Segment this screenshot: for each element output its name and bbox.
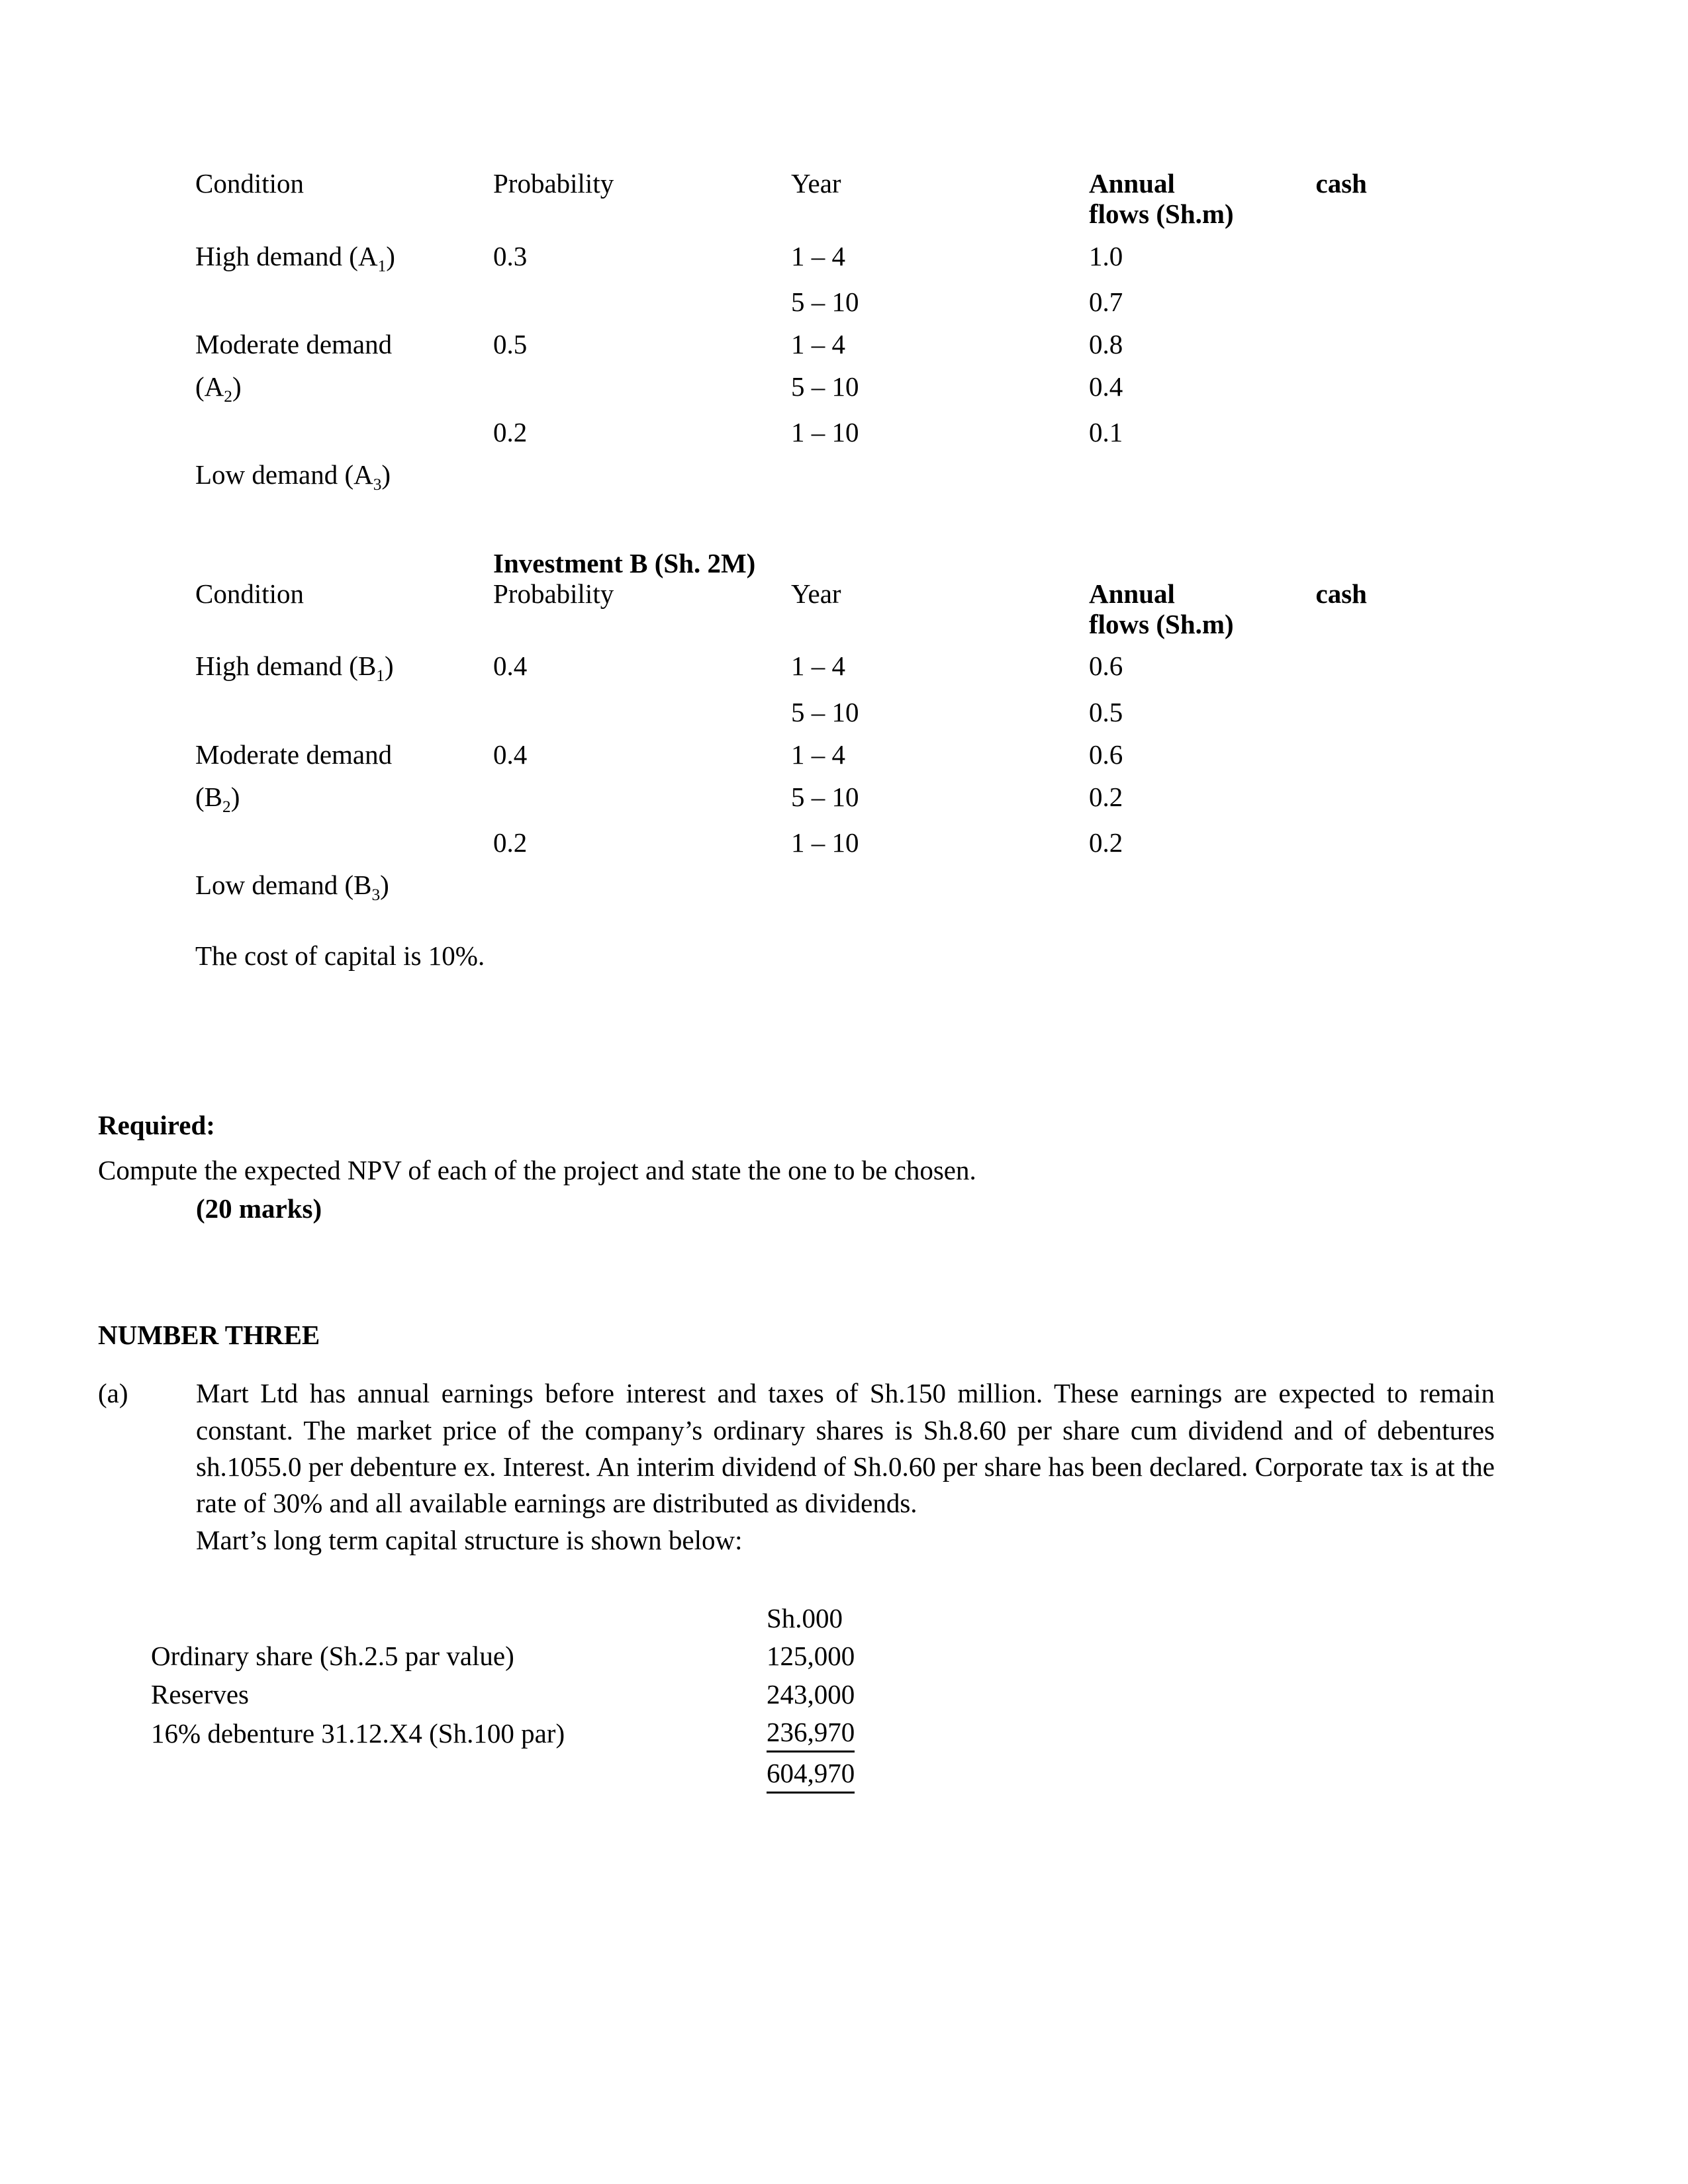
cell-year: 5 – 10 [791,696,859,727]
cap-row-label: 16% debenture 31.12.X4 (Sh.100 par) [151,1718,565,1749]
table-row [151,1676,985,1713]
cap-header-unit: Sh.000 [767,1603,843,1634]
condition-text: High demand (B [195,651,377,682]
cap-total-underlined: 604,970 [767,1756,855,1794]
header-cash-unit: flows (Sh.m) [1089,608,1234,639]
header-condition: Condition [195,168,305,199]
marks-label: (20 marks) [196,1193,322,1224]
cell-probability [493,372,791,418]
cap-total-label [151,1754,767,1796]
cell-year: 5 – 10 [791,371,859,402]
condition-suffix: ) [381,459,391,490]
cell-condition [195,698,493,740]
condition-subscript: 2 [222,797,231,816]
condition-subscript: 3 [373,475,382,494]
header-annual-cash-flows [1089,169,1493,242]
required-text: Compute the expected NPV of each of the project and state the one to be chosen. [98,1155,976,1185]
cell-year: 1 – 4 [791,240,845,271]
cell-cash [1089,460,1493,506]
cell-probability [493,870,791,916]
part-a-body [196,1375,1495,1559]
condition-subscript: 1 [377,256,387,275]
cap-total-value [767,1754,985,1796]
cell-year: 1 – 4 [791,739,845,770]
cell-cash: 0.5 [1089,696,1123,727]
table-row [195,870,1493,916]
cell-year [791,870,1089,916]
table-total-row [151,1754,985,1796]
investment-b-title: Investment B (Sh. 2M) [493,547,756,578]
cell-probability: 0.5 [493,329,528,360]
cell-year: 5 – 10 [791,287,859,318]
spacer [98,1222,1495,1322]
spacer [195,506,1493,547]
cell-condition [195,242,493,287]
table-row [195,287,1493,330]
header-probability: Probability [493,168,614,199]
cell-probability [493,287,791,330]
spacer [195,916,1493,942]
condition-suffix: ) [386,240,395,271]
cell-cash: 1.0 [1089,240,1123,271]
cell-probability [493,782,791,828]
cell-cash: 0.4 [1089,371,1123,402]
table-row [151,1713,985,1754]
cell-cash: 0.6 [1089,739,1123,770]
capital-structure-table [151,1600,985,1796]
cell-condition [195,418,493,460]
condition-suffix: ) [380,869,389,900]
table-header-row [195,579,1493,652]
spacer [98,1139,1495,1152]
cap-header-blank [151,1600,767,1637]
cell-probability [493,460,791,506]
cell-year: 1 – 4 [791,651,845,682]
cap-row-value-underlined: 236,970 [767,1715,855,1752]
table-row [195,782,1493,828]
document-content [195,169,1493,970]
part-a-label: (a) [98,1378,128,1409]
table-header-row [195,169,1493,242]
table-row [195,242,1493,287]
part-a-text: Mart Ltd has annual earnings before interest and taxes of Sh.150 million. These earnings are expected to remain constant. The market price of the company’s ordinary shares is Sh.8.60 per share cum dividend and of debentures sh.1055.0 per debenture ex. Interest. An interim dividend of Sh.0.60 per share has been declared. Corporate tax is at the rate of 30% and all available earnings are distributed as dividends. [196,1378,1495,1519]
capital-structure-intro: Mart’s long term capital structure is shown below: [196,1524,743,1555]
condition-text: Low demand (B [195,869,372,900]
table-header-row [151,1600,985,1637]
investment-a-table [195,169,1493,506]
required-label: Required: [98,1110,215,1140]
header-probability: Probability [493,578,614,609]
cell-cash: 0.1 [1089,417,1123,448]
cell-condition [195,460,493,506]
table-row [195,698,1493,740]
table-row [195,330,1493,372]
lower-body [98,1112,1495,1796]
header-annual: Annual [1089,578,1175,609]
cell-cash: 0.2 [1089,781,1123,812]
cap-row-value [767,1713,985,1754]
cell-year: 1 – 10 [791,417,859,448]
cell-cash: 0.6 [1089,651,1123,682]
condition-suffix: ) [230,781,240,812]
table-row [195,651,1493,697]
cell-condition: Moderate demand [195,329,393,360]
cell-probability [493,698,791,740]
table-row [195,740,1493,782]
table-row [195,418,1493,460]
cap-row-value: 125,000 [767,1641,855,1672]
cell-condition: Moderate demand [195,739,393,770]
cell-year [791,460,1089,506]
table-row [195,828,1493,870]
cell-probability: 0.2 [493,827,528,858]
table-row [151,1637,985,1675]
header-year: Year [791,168,841,199]
header-annual-cash-flows [1089,579,1493,652]
cost-of-capital-text: The cost of capital is 10%. [195,940,485,972]
cell-probability: 0.3 [493,240,528,271]
spacer [98,1559,1495,1600]
cap-row-value: 243,000 [767,1678,855,1709]
cell-condition [195,870,493,916]
cell-condition [195,287,493,330]
cell-condition [195,372,493,418]
cell-probability: 0.2 [493,417,528,448]
cell-cash: 0.2 [1089,827,1123,858]
condition-suffix: ) [385,651,394,682]
table-row [195,460,1493,506]
cell-year: 1 – 4 [791,329,845,360]
condition-subscript: 3 [371,885,381,904]
cell-condition [195,828,493,870]
investment-b-table [195,579,1493,917]
header-year: Year [791,578,841,609]
condition-text: (B [195,781,222,812]
condition-subscript: 1 [376,666,385,686]
condition-text: Low demand (A [195,459,373,490]
header-cash: cash [1315,578,1367,609]
header-cash: cash [1315,168,1367,199]
cap-row-label: Reserves [151,1678,250,1709]
cell-year: 1 – 10 [791,827,859,858]
section-heading-number-three: NUMBER THREE [98,1320,320,1351]
cap-row-label: Ordinary share (Sh.2.5 par value) [151,1641,514,1672]
cell-probability: 0.4 [493,739,528,770]
header-cash-unit: flows (Sh.m) [1089,198,1234,229]
header-condition: Condition [195,578,305,609]
cell-condition [195,651,493,697]
cell-cash [1089,870,1493,916]
condition-suffix: ) [232,371,242,402]
table-row [195,372,1493,418]
cell-cash: 0.8 [1089,329,1123,360]
cell-cash: 0.7 [1089,287,1123,318]
condition-subscript: 2 [224,387,232,406]
question-part-a [98,1375,1495,1559]
cell-condition [195,782,493,828]
condition-text: High demand (A [195,240,378,271]
condition-text: (A [195,371,224,402]
cell-probability: 0.4 [493,651,528,682]
cell-year: 5 – 10 [791,781,859,812]
header-annual: Annual [1089,168,1175,199]
spacer [98,1349,1495,1375]
